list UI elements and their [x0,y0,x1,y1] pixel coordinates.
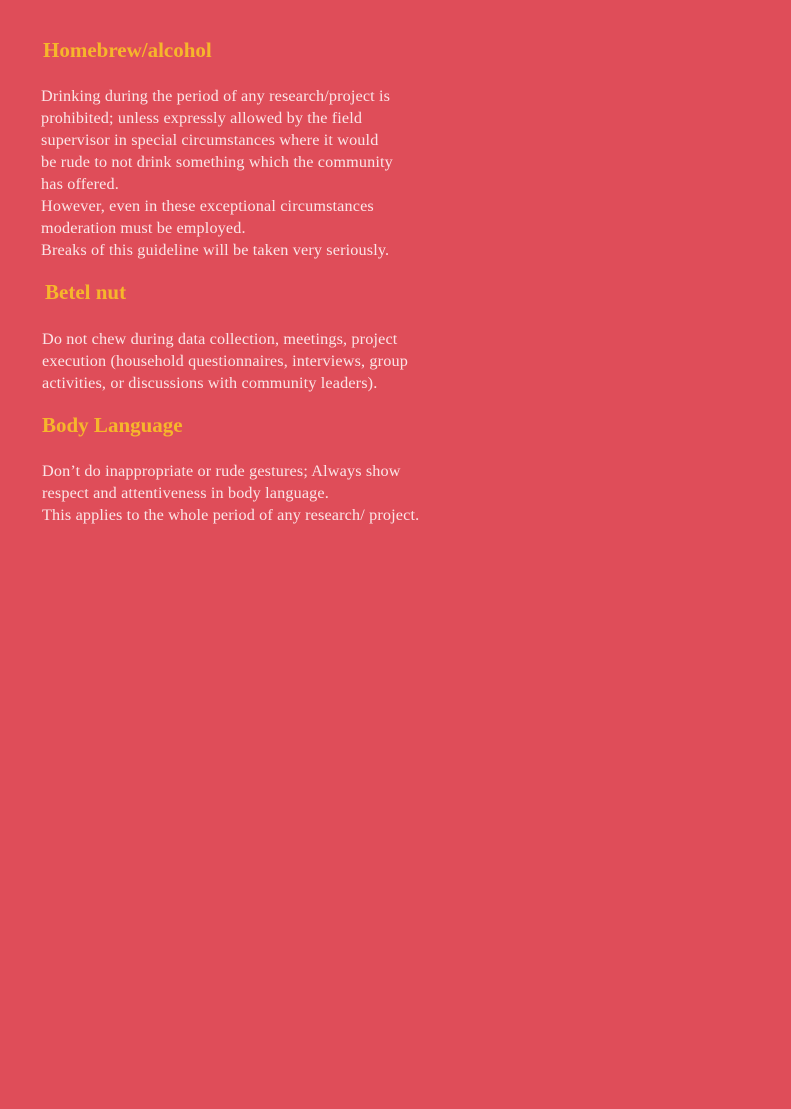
text-line: Don’t do inappropriate or rude gestures; Always show [42,462,401,480]
text-line: Drinking during the period of any research/project is [41,87,391,105]
text-line: respect and attentiveness in body language. [42,484,329,502]
text-line: be rude to not drink something which the community [41,153,393,171]
paragraph-homebrew-alcohol [41,85,393,261]
text-line: execution (household questionnaires, interviews, group [42,352,408,370]
text-line: supervisor in special circumstances where it would [41,131,379,149]
paragraph-betel-nut [42,328,408,394]
text-line: Breaks of this guideline will be taken very seriously. [41,241,390,259]
text-line: Do not chew during data collection, meetings, project [42,330,398,348]
text-line: moderation must be employed. [41,219,246,237]
text-line: activities, or discussions with community leaders). [42,374,378,392]
heading-betel-nut: Betel nut [45,280,127,304]
text-line: prohibited; unless expressly allowed by the field [41,109,363,127]
text-line: This applies to the whole period of any research/ project. [42,506,420,524]
heading-body-language: Body Language [42,413,183,437]
paragraph-body-language [42,460,419,526]
text-line: has offered. [41,175,119,193]
heading-homebrew-alcohol: Homebrew/alcohol [43,38,212,62]
text-line: However, even in these exceptional circumstances [41,197,374,215]
